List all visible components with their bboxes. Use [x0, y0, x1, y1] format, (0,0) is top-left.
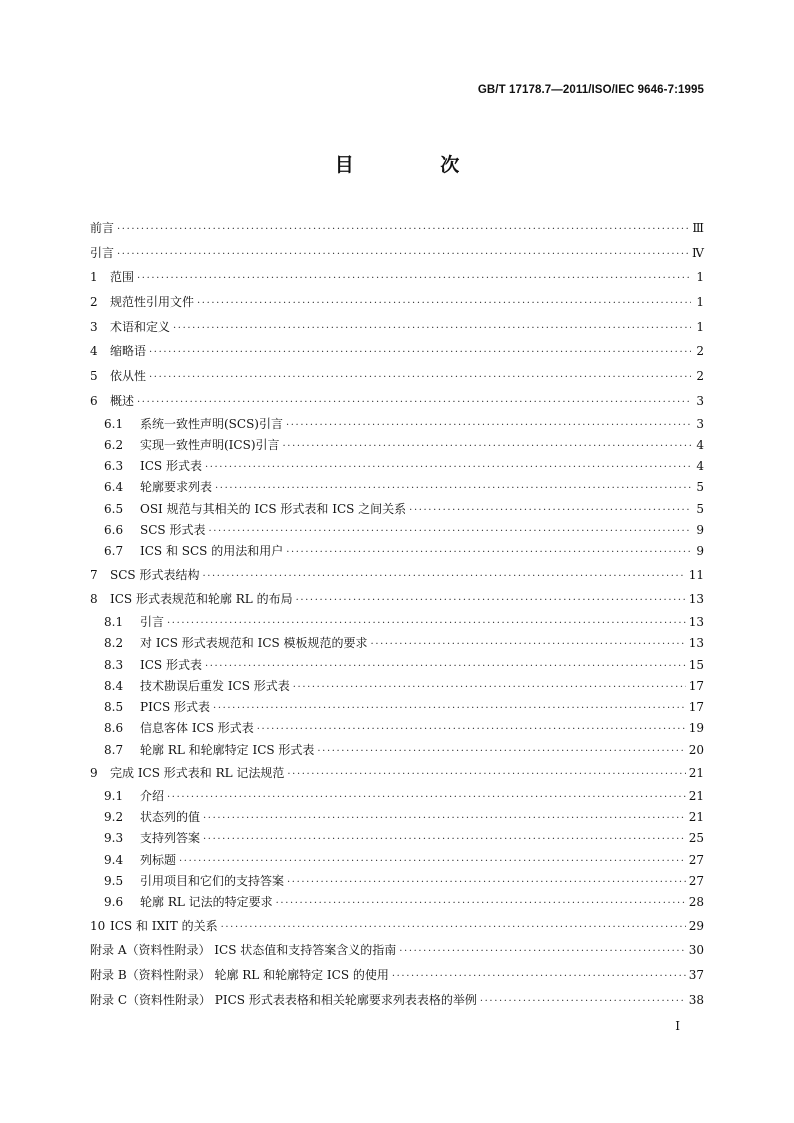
toc-entry-page: 37: [688, 967, 704, 982]
toc-entry-page: 2: [696, 344, 704, 359]
dot-leader: [117, 218, 689, 243]
toc-entry[interactable]: [90, 587, 704, 612]
toc-entry[interactable]: [90, 988, 704, 1013]
toc-entry-label: 系统一致性声明(SCS)引言: [140, 416, 283, 431]
dot-leader: [480, 990, 686, 1015]
toc-entry[interactable]: [90, 290, 704, 315]
dot-leader: [202, 565, 685, 590]
dot-leader: [221, 916, 686, 941]
dot-leader: [317, 741, 685, 762]
toc-entry-label: SCS 形式表: [140, 522, 206, 537]
toc-entry[interactable]: [90, 697, 704, 718]
toc-entry-page: 4: [696, 437, 704, 452]
toc-entry-page: 11: [688, 567, 704, 582]
dot-leader: [293, 677, 686, 698]
toc-entry-number: 8.6: [104, 721, 124, 736]
toc-entry-page: 21: [688, 810, 704, 825]
dot-leader: [137, 267, 691, 292]
toc-entry-page: 1: [696, 270, 704, 285]
toc-entry-page: 3: [696, 393, 704, 408]
toc-entry[interactable]: [90, 740, 704, 761]
dot-leader: [287, 872, 686, 893]
toc-entry-number: 7: [90, 567, 98, 582]
toc-entry-page: 17: [688, 678, 704, 693]
toc-entry-number: 6.6: [104, 522, 124, 537]
toc-entry-number: 6.3: [104, 459, 124, 474]
dot-leader: [213, 698, 686, 719]
dot-leader: [179, 851, 686, 872]
dot-leader: [392, 965, 686, 990]
dot-leader: [149, 366, 691, 391]
toc-entry[interactable]: [90, 499, 704, 520]
toc-entry-page: 4: [696, 459, 704, 474]
toc-entry-number: 9.1: [104, 788, 124, 803]
dot-leader: [117, 243, 689, 268]
dot-leader: [286, 415, 691, 436]
toc-entry-page: 17: [688, 700, 704, 715]
toc-entry-number: 9: [90, 766, 98, 781]
toc-entry-label: ICS 和 SCS 的用法和用户: [140, 544, 284, 559]
toc-entry-page: 29: [688, 918, 704, 933]
toc-entry[interactable]: [90, 633, 704, 654]
toc-entry-label: 技术勘误后重发 ICS 形式表: [140, 678, 290, 693]
dot-leader: [208, 521, 691, 542]
toc-entry[interactable]: [90, 339, 704, 364]
toc-entry-number: 8.5: [104, 700, 124, 715]
toc-entry-label: 状态列的值: [140, 810, 201, 825]
toc-entry-label: 附录 A（资料性附录） ICS 状态值和支持答案含义的指南: [90, 943, 397, 958]
toc-entry-page: 9: [696, 544, 704, 559]
toc-entry-page: 21: [688, 788, 704, 803]
toc-entry-number: 1: [90, 270, 98, 285]
toc-entry-number: 10: [90, 918, 106, 933]
toc-entry[interactable]: [90, 761, 704, 786]
toc-entry-number: 8.3: [104, 657, 124, 672]
toc-entry-label: 轮廓 RL 记法的特定要求: [140, 895, 273, 910]
toc-entry[interactable]: [90, 389, 704, 414]
toc-entry-number: 8.7: [104, 742, 124, 757]
toc-entry-number: 6.7: [104, 544, 124, 559]
dot-leader: [399, 940, 685, 965]
toc-entry[interactable]: [90, 541, 704, 562]
toc-entry[interactable]: [90, 265, 704, 290]
dot-leader: [287, 763, 685, 788]
toc-entry-number: 8.4: [104, 678, 124, 693]
toc-entry-label: ICS 形式表规范和轮廓 RL 的布局: [110, 592, 293, 607]
toc-entry-label: 依从性: [110, 369, 147, 384]
toc-entry[interactable]: [90, 456, 704, 477]
toc-entry-label: ICS 和 IXIT 的关系: [110, 918, 218, 933]
toc-entry[interactable]: [90, 216, 704, 241]
toc-entry-page: 21: [688, 766, 704, 781]
toc-entry[interactable]: [90, 807, 704, 828]
toc-entry[interactable]: [90, 612, 704, 633]
toc-entry-number: 4: [90, 344, 98, 359]
dot-leader: [257, 719, 686, 740]
toc-entry-label: SCS 形式表结构: [110, 567, 200, 582]
toc-entry-label: 附录 B（资料性附录） 轮廓 RL 和轮廓特定 ICS 的使用: [90, 967, 389, 982]
toc-entry-label: 缩略语: [110, 344, 147, 359]
toc-entry-label: 概述: [110, 393, 135, 408]
toc-entry-page: 1: [696, 319, 704, 334]
dot-leader: [409, 500, 691, 521]
toc-entry-label: 轮廓要求列表: [140, 480, 213, 495]
toc-entry[interactable]: [90, 892, 704, 913]
toc-entry-label: 引言: [140, 614, 165, 629]
toc-entry-label: ICS 形式表: [140, 459, 202, 474]
toc-entry-label: 引用项目和它们的支持答案: [140, 873, 285, 888]
toc-entry-label: 实现一致性声明(ICS)引言: [140, 437, 280, 452]
toc-entry-label: 对 ICS 形式表规范和 ICS 模板规范的要求: [140, 636, 368, 651]
toc-entry-number: 9.4: [104, 852, 124, 867]
toc-entry-number: 8.2: [104, 636, 124, 651]
toc-entry-number: 2: [90, 295, 98, 310]
toc-entry-page: 13: [688, 614, 704, 629]
toc-entry-label: 附录 C（资料性附录） PICS 形式表表格和相关轮廓要求列表表格的举例: [90, 992, 477, 1007]
toc-entry[interactable]: [90, 563, 704, 588]
toc-entry-page: 25: [688, 831, 704, 846]
toc-entry-page: Ⅳ: [692, 245, 704, 260]
dot-leader: [203, 808, 686, 829]
toc-entry-label: ICS 形式表: [140, 657, 202, 672]
toc-entry-label: 规范性引用文件: [110, 295, 195, 310]
toc-entry-page: 13: [688, 636, 704, 651]
toc-entry-page: 19: [688, 721, 704, 736]
dot-leader: [167, 787, 686, 808]
toc-entry-label: 引言: [90, 245, 115, 260]
toc-entry-label: PICS 形式表: [140, 700, 211, 715]
toc-entry-page: 38: [688, 992, 704, 1007]
toc-entry-number: 9.5: [104, 873, 124, 888]
dot-leader: [215, 478, 691, 499]
toc-entry-number: 6: [90, 393, 98, 408]
page-title: 目 次: [334, 154, 500, 176]
toc-entry[interactable]: [90, 938, 704, 963]
toc-entry-page: 20: [688, 742, 704, 757]
toc-entry[interactable]: [90, 786, 704, 807]
toc-entry-label: 前言: [90, 221, 115, 235]
toc-entry[interactable]: [90, 850, 704, 871]
toc-entry-number: 8: [90, 592, 98, 607]
toc-entry-page: 5: [696, 480, 704, 495]
toc-entry-number: 8.1: [104, 614, 124, 629]
dot-leader: [296, 589, 686, 614]
toc-entry-label: OSI 规范与其相关的 ICS 形式表和 ICS 之间关系: [140, 501, 407, 516]
dot-leader: [283, 436, 691, 457]
toc-entry[interactable]: [90, 364, 704, 389]
toc-entry-page: 2: [696, 369, 704, 384]
dot-leader: [205, 457, 691, 478]
toc-entry-page: 5: [696, 501, 704, 516]
toc-entry-label: 完成 ICS 形式表和 RL 记法规范: [110, 766, 285, 781]
toc-entry[interactable]: [90, 241, 704, 266]
toc-entry-number: 9.3: [104, 831, 124, 846]
dot-leader: [167, 613, 686, 634]
toc-entry[interactable]: [90, 914, 704, 939]
toc-entry-page: 1: [696, 295, 704, 310]
toc-entry-page: Ⅲ: [692, 221, 704, 235]
toc-entry[interactable]: [90, 477, 704, 498]
toc-entry[interactable]: [90, 676, 704, 697]
toc-entry[interactable]: [90, 655, 704, 676]
toc-entry-page: 30: [688, 943, 704, 958]
toc-entry-page: 3: [696, 416, 704, 431]
toc-entry-label: 列标题: [140, 852, 177, 867]
toc-entry-number: 9.2: [104, 810, 124, 825]
toc-entry[interactable]: [90, 828, 704, 849]
toc-entry-label: 介绍: [140, 788, 165, 803]
toc-entry-number: 6.4: [104, 480, 124, 495]
table-of-contents: [90, 216, 704, 1012]
dot-leader: [203, 829, 686, 850]
toc-entry-number: 6.2: [104, 437, 124, 452]
toc-entry-label: 信息客体 ICS 形式表: [140, 721, 254, 736]
toc-entry-page: 27: [688, 852, 704, 867]
toc-entry-number: 6.1: [104, 416, 124, 431]
toc-entry[interactable]: [90, 963, 704, 988]
toc-entry-page: 28: [688, 895, 704, 910]
dot-leader: [286, 542, 691, 563]
toc-entry-page: 9: [696, 522, 704, 537]
footer-page-number: I: [675, 1019, 680, 1033]
toc-entry-number: 3: [90, 319, 98, 334]
dot-leader: [205, 656, 686, 677]
toc-entry[interactable]: [90, 718, 704, 739]
toc-entry[interactable]: [90, 435, 704, 456]
toc-entry-label: 轮廓 RL 和轮廓特定 ICS 形式表: [140, 742, 315, 757]
toc-entry-page: 27: [688, 873, 704, 888]
dot-leader: [197, 292, 691, 317]
dot-leader: [371, 634, 686, 655]
toc-entry-number: 6.5: [104, 501, 124, 516]
standard-code-header: GB/T 17178.7—2011/ISO/IEC 9646-7:1995: [477, 84, 704, 96]
dot-leader: [173, 317, 691, 342]
dot-leader: [137, 391, 691, 416]
toc-entry[interactable]: [90, 520, 704, 541]
toc-entry-label: 支持列答案: [140, 831, 201, 846]
toc-entry-number: 5: [90, 369, 98, 384]
toc-entry[interactable]: [90, 315, 704, 340]
toc-entry-page: 15: [688, 657, 704, 672]
toc-entry-label: 范围: [110, 270, 135, 285]
toc-entry[interactable]: [90, 414, 704, 435]
dot-leader: [149, 341, 691, 366]
toc-entry[interactable]: [90, 871, 704, 892]
toc-entry-number: 9.6: [104, 895, 124, 910]
dot-leader: [276, 893, 686, 914]
toc-entry-page: 13: [688, 592, 704, 607]
toc-entry-label: 术语和定义: [110, 319, 171, 334]
